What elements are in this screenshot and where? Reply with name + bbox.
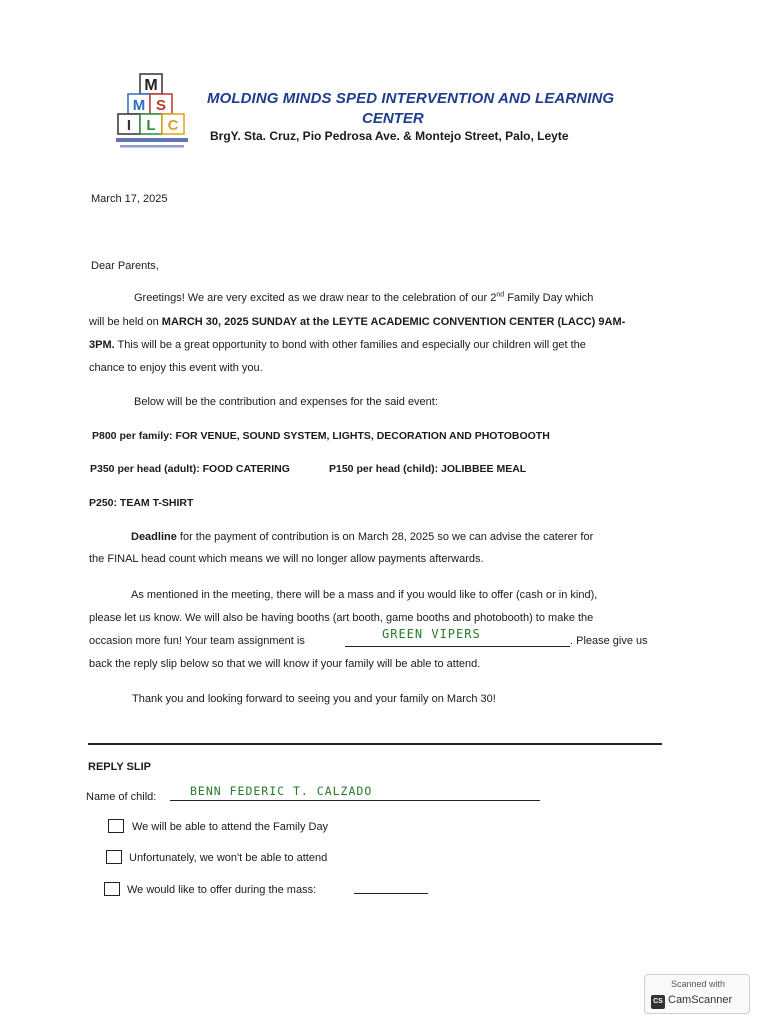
- org-address: BrgY. Sta. Cruz, Pio Pedrosa Ave. & Montejo Street, Palo, Leyte: [210, 129, 569, 143]
- attend-checkbox[interactable]: [108, 819, 124, 833]
- watermark-brand: CamScanner: [668, 994, 733, 1006]
- fee-adult: P350 per head (adult): FOOD CATERING: [90, 463, 290, 475]
- offer-checkbox[interactable]: [104, 882, 120, 896]
- decline-option-label: Unfortunately, we won't be able to attend: [129, 852, 328, 864]
- attend-option-label: We will be able to attend the Family Day: [132, 821, 329, 833]
- paragraph-4-line-4: back the reply slip below so that we will know if your family will be able to attend.: [89, 658, 481, 670]
- svg-text:M: M: [144, 77, 158, 94]
- offer-blank-line[interactable]: [354, 893, 428, 894]
- paragraph-3-line-1: Deadline for the payment of contribution is on March 28, 2025 so we can advise the caterer for: [131, 531, 594, 543]
- paragraph-1-line-1: Greetings! We are very excited as we draw near to the celebration of our 2nd Family Day which: [134, 291, 594, 304]
- org-name: MOLDING MINDS SPED INTERVENTION AND LEARNING: [207, 90, 615, 107]
- team-underline: [345, 646, 570, 647]
- svg-text:C: C: [167, 117, 179, 134]
- divider: [88, 743, 662, 745]
- paragraph-4-line-3-end: . Please give us: [570, 635, 648, 647]
- child-name-underline: [170, 800, 540, 801]
- paragraph-4-line-3-start: occasion more fun! Your team assignment is: [89, 635, 305, 647]
- paragraph-2: Below will be the contribution and expenses for the said event:: [134, 396, 438, 408]
- paragraph-4-line-1: As mentioned in the meeting, there will be a mass and if you would like to offer (cash or in kind),: [131, 589, 598, 601]
- svg-text:I: I: [126, 117, 132, 134]
- school-logo: [114, 72, 194, 152]
- paragraph-1-line-2: will be held on MARCH 30, 2025 SUNDAY at the LEYTE ACADEMIC CONVENTION CENTER (LACC) 9AM-: [89, 316, 626, 328]
- paragraph-1-line-3: 3PM. This will be a great opportunity to bond with other families and especially our children will get the: [89, 339, 586, 351]
- paragraph-1-line-4: chance to enjoy this event with you.: [89, 362, 263, 374]
- fee-venue: P800 per family: FOR VENUE, SOUND SYSTEM, LIGHTS, DECORATION AND PHOTOBOOTH: [92, 430, 550, 442]
- paragraph-3-line-2: the FINAL head count which means we will no longer allow payments afterwards.: [89, 553, 484, 565]
- org-name-continued: CENTER: [362, 110, 424, 127]
- svg-text:L: L: [146, 117, 156, 134]
- camscanner-watermark: [644, 974, 750, 1014]
- reply-slip-title: REPLY SLIP: [88, 761, 151, 773]
- offer-option-label: We would like to offer during the mass:: [127, 884, 317, 896]
- team-assignment: GREEN VIPERS: [382, 627, 481, 641]
- svg-text:S: S: [155, 97, 167, 114]
- paragraph-4-line-2: please let us know. We will also be having booths (art booth, game booths and photobooth) to make the: [89, 612, 594, 624]
- watermark-caption: Scanned with: [670, 979, 726, 989]
- letter-date: March 17, 2025: [91, 193, 168, 205]
- child-name-value[interactable]: BENN FEDERIC T. CALZADO: [190, 784, 373, 798]
- decline-checkbox[interactable]: [106, 850, 122, 864]
- fee-child: P150 per head (child): JOLIBBEE MEAL: [329, 463, 527, 475]
- svg-text:M: M: [132, 97, 146, 114]
- closing: Thank you and looking forward to seeing you and your family on March 30!: [132, 693, 496, 705]
- camscanner-icon: CS: [651, 995, 665, 1009]
- fee-shirt: P250: TEAM T-SHIRT: [89, 497, 194, 509]
- child-name-label: Name of child:: [86, 791, 157, 803]
- salutation: Dear Parents,: [91, 260, 159, 272]
